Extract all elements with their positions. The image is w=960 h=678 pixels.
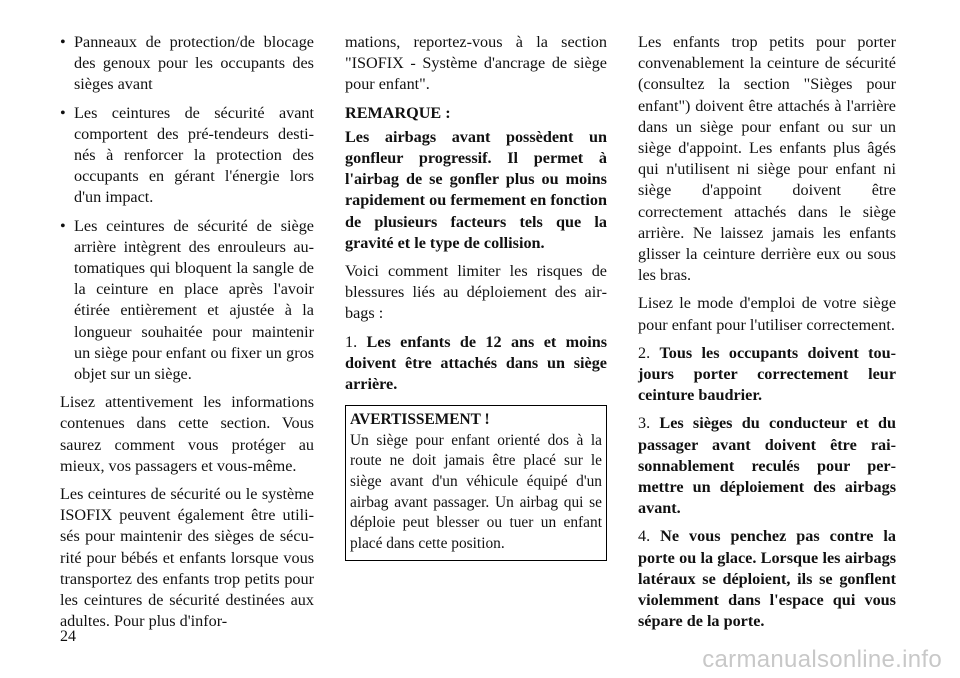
paragraph: Lisez attentivement les informations contenues dans cette section. Vous saurez comment vous protéger au mieux, vos passagers et vous-même.: [60, 393, 314, 475]
paragraph: Voici comment limiter les risques de blessures liés au déploiement des airbags :: [345, 262, 607, 323]
numbered-item-4: [638, 526, 896, 632]
column-right: [638, 32, 896, 639]
numbered-item-1: [345, 332, 607, 396]
bullet-item: • Panneaux de protection/de blocage des genoux pour les occupants des sièges avant: [60, 32, 314, 96]
warning-title: AVERTISSEMENT !: [350, 411, 490, 429]
bullet-item: • Les ceintures de sécurité de siège arrière intègrent des enrouleurs automatiques qui bloquent la sangle de la ceinture en place après l'avoir étirée entièrement et ajustée à la longueur souhaitée pour maintenir un siège pour enfant ou fixer un gros objet sur un siège.: [60, 216, 314, 386]
column-middle: [345, 32, 607, 561]
remarque-text: Les airbags avant possèdent un gonfleur progressif. Il permet à l'airbag de se gonfler plus ou moins rapidement ou fermement en fonction de plusieurs facteurs tels que la gravité et le type de collision.: [345, 127, 607, 252]
item-number: 4.: [638, 527, 651, 546]
page-number: 24: [60, 628, 76, 645]
warning-box: [345, 405, 607, 561]
paragraph: mations, reportez-vous à la section "ISOFIX - Système d'ancrage de siège pour enfant".: [345, 33, 607, 94]
item-number: 3.: [638, 414, 651, 433]
column-left: [60, 32, 314, 639]
remarque-label: REMARQUE :: [345, 103, 451, 122]
paragraph: Les ceintures de sécurité ou le système ISOFIX peuvent également être utilisés pour maintenir des sièges de sécurité pour bébés et enfants lorsque vous transportez des enfants trop petits pour les ceintures de sécurité destinées aux adultes. Pour plus d'infor-: [60, 485, 314, 631]
numbered-item-3: [638, 413, 896, 519]
item-text: Les enfants de 12 ans et moins doivent être attachés dans un siège arrière.: [345, 332, 607, 394]
item-number: 2.: [638, 343, 651, 362]
paragraph: Les enfants trop petits pour porter convenablement la ceinture de sécurité (consultez la section "Sièges pour enfant") doivent être attachés à l'arrière dans un siège pour enfant ou sur un siège d'appoint. Les enfants plus âgés qui n'utilisent ni siège pour enfant ni siège d'appoint doivent être correctement attachés dans le siège arrière. Ne laissez jamais les enfants glisser la ceinture derrière eux ou sous les bras.: [638, 33, 896, 285]
warning-text: Un siège pour enfant orienté dos à la route ne doit jamais être placé sur le siège avant d'un véhicule équipé d'un airbag avant passager. Un airbag qui se déploie peut blesser ou tuer un enfant placé dans cette position.: [350, 431, 602, 552]
item-text: Ne vous penchez pas contre la porte ou la glace. Lorsque les airbags latéraux se déploient, ils se gonflent violemment dans l'espace qui vous sépare de la porte.: [638, 527, 896, 631]
watermark: carmanualsonline.info: [702, 645, 942, 673]
item-text: Tous les occupants doivent toujours porter correctement leur ceinture baudrier.: [638, 343, 896, 405]
numbered-item-2: [638, 343, 896, 407]
item-text: Les sièges du conducteur et du passager avant doivent être raisonnablement reculés pour permettre un déploiement des airbags avant.: [638, 414, 896, 518]
item-number: 1.: [345, 332, 358, 351]
bullet-item: • Les ceintures de sécurité avant comportent des pré-tendeurs destinés à renforcer la protection des occupants en gérant l'énergie lors d'un impact.: [60, 103, 314, 209]
paragraph: Lisez le mode d'emploi de votre siège pour enfant pour l'utiliser correctement.: [638, 294, 896, 334]
